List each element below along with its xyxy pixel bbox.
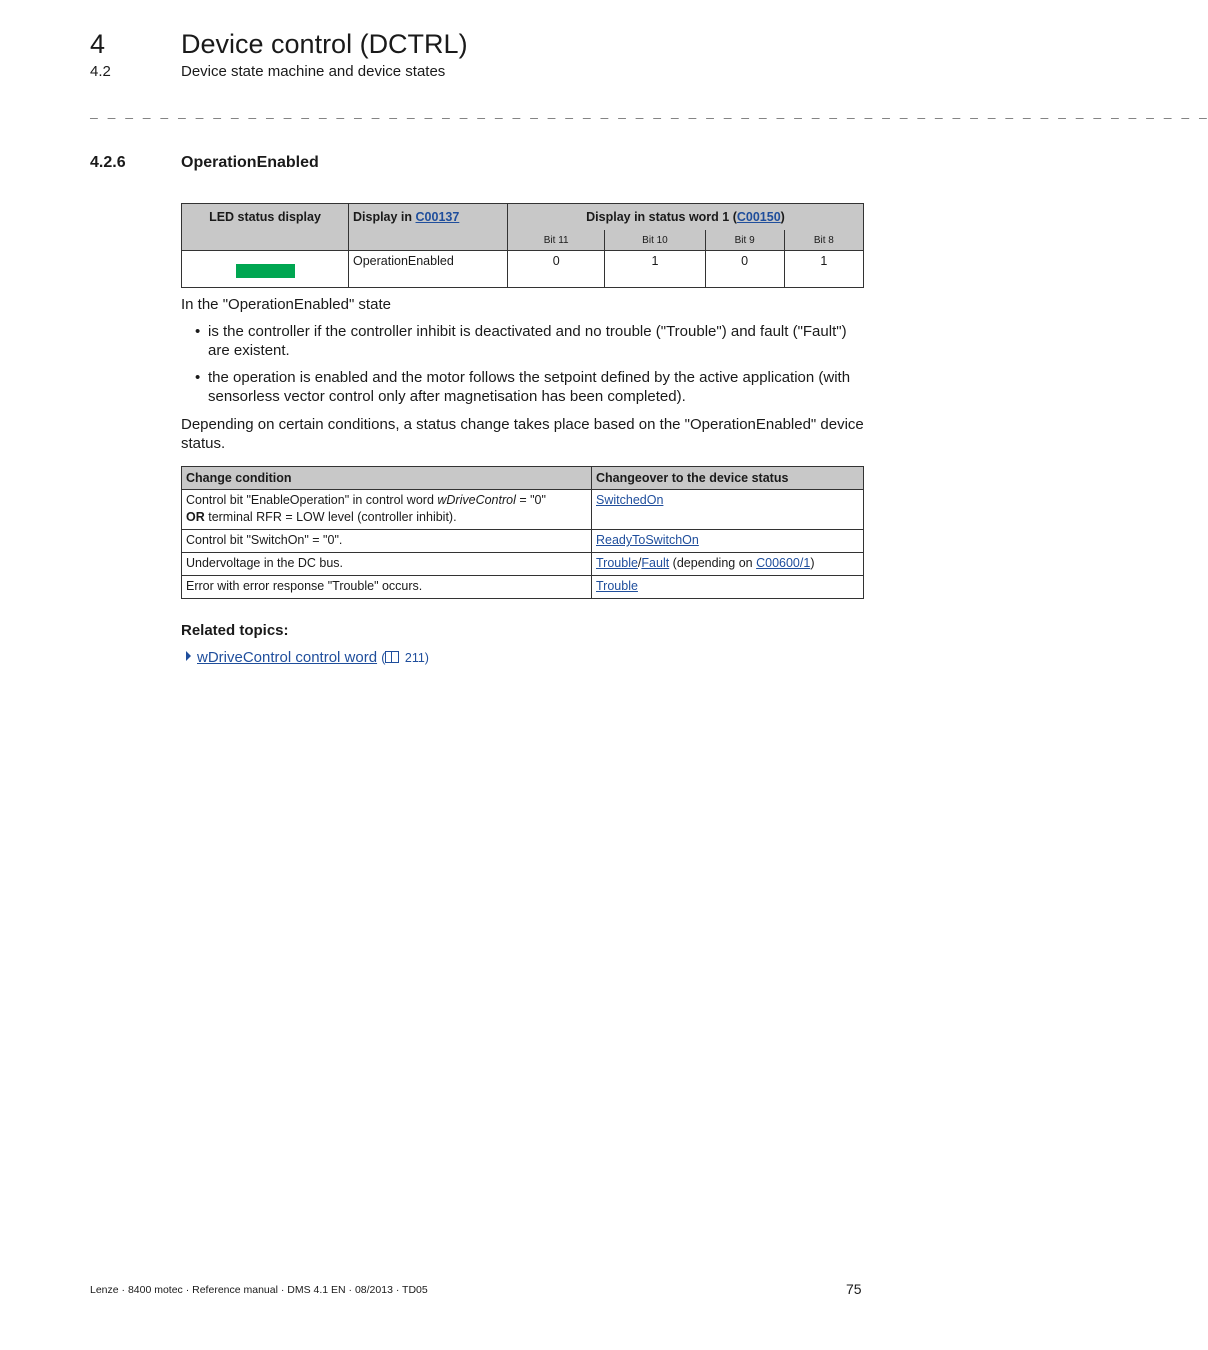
page-number: 75 xyxy=(846,1281,862,1297)
arrow-right-icon xyxy=(186,651,191,661)
header-status-suffix: ) xyxy=(780,210,785,224)
bit-header: Bit 9 xyxy=(705,231,784,251)
condition-text: Control bit "EnableOperation" in control word xyxy=(186,493,438,507)
subsection-title: OperationEnabled xyxy=(181,154,319,171)
led-indicator-green xyxy=(236,264,295,278)
intro-paragraph: In the "OperationEnabled" state xyxy=(181,296,391,313)
header-status-word xyxy=(508,204,864,231)
table-row xyxy=(182,490,864,530)
condition-cell xyxy=(182,490,592,530)
target-cell xyxy=(592,530,864,553)
change-paragraph: Depending on certain conditions, a status change takes place based on the "OperationEnabled" device status. xyxy=(181,416,864,452)
status-table xyxy=(181,203,864,288)
bit-header: Bit 8 xyxy=(784,231,863,251)
bit-value: 1 xyxy=(605,251,705,288)
target-cell xyxy=(592,576,864,599)
related-topics-title: Related topics: xyxy=(181,622,289,639)
page-ref-number: 211) xyxy=(401,651,429,665)
link-c00150[interactable]: C00150 xyxy=(736,210,781,224)
condition-italic: wDriveControl xyxy=(437,493,516,507)
link-trouble[interactable]: Trouble xyxy=(596,556,638,570)
condition-cell: Control bit "SwitchOn" = "0". xyxy=(182,530,592,553)
header-display-prefix: Display in xyxy=(353,210,416,224)
page-ref-open: ( xyxy=(381,651,386,665)
header-divider: _ _ _ _ _ _ _ _ _ _ _ _ _ _ _ _ _ _ _ _ _ _ _ _ _ _ _ _ _ _ _ _ _ _ _ _ _ _ _ _ _ _ _ _ _ _ _ _ _ _ _ _ _ _ _ _ _ _ _ _ _ _ _ _ xyxy=(90,106,1208,121)
link-wdrivecontrol[interactable]: wDriveControl control word xyxy=(197,649,378,666)
book-icon xyxy=(385,651,399,663)
target-cell xyxy=(592,553,864,576)
condition-cell: Error with error response "Trouble" occurs. xyxy=(182,576,592,599)
link-switchedon[interactable]: SwitchedOn xyxy=(596,493,664,507)
bit-header: Bit 10 xyxy=(605,231,705,251)
link-c00137[interactable]: C00137 xyxy=(415,210,460,224)
bullet-dot: • xyxy=(195,323,201,340)
status-table-header-row xyxy=(182,204,864,231)
table-row xyxy=(182,530,864,553)
bit-value: 1 xyxy=(784,251,863,288)
target-separator: / xyxy=(637,556,642,570)
bit-value: 0 xyxy=(705,251,784,288)
change-table xyxy=(181,466,864,599)
footer-text: Lenze · 8400 motec · Reference manual · DMS 4.1 EN · 08/2013 · TD05 xyxy=(90,1284,428,1296)
header-led-status: LED status display xyxy=(182,204,349,251)
bit-value: 0 xyxy=(508,251,605,288)
condition-cell: Undervoltage in the DC bus. xyxy=(182,553,592,576)
chapter-title: Device control (DCTRL) xyxy=(181,29,468,59)
link-fault[interactable]: Fault xyxy=(641,556,670,570)
condition-text: terminal RFR = LOW level (controller inhibit). xyxy=(204,510,457,524)
page-reference[interactable] xyxy=(381,651,429,665)
bullet-text: is the controller if the controller inhibit is deactivated and no trouble ("Trouble") and fault ("Fault") are existent. xyxy=(208,323,847,359)
bit-header: Bit 11 xyxy=(508,231,605,251)
chapter-number: 4 xyxy=(90,29,106,59)
condition-bold: OR xyxy=(186,510,205,524)
subsection-number: 4.2.6 xyxy=(90,154,126,171)
link-readytoswitchon[interactable]: ReadyToSwitchOn xyxy=(596,533,699,547)
bullet-text: the operation is enabled and the motor follows the setpoint defined by the active application (with sensorless vector control only after magnetisation has been completed). xyxy=(208,369,851,405)
change-table-header-row xyxy=(182,467,864,490)
bullet-dot: • xyxy=(195,369,201,386)
table-row xyxy=(182,553,864,576)
section-number: 4.2 xyxy=(90,63,111,80)
header-display-in xyxy=(349,204,508,251)
target-text: (depending on xyxy=(669,556,757,570)
link-c00600-1[interactable]: C00600/1 xyxy=(756,556,811,570)
condition-text: = "0" xyxy=(515,493,546,507)
target-cell xyxy=(592,490,864,530)
header-changeover-status: Changeover to the device status xyxy=(592,467,864,490)
header-change-condition: Change condition xyxy=(182,467,592,490)
header-status-prefix: Display in status word 1 ( xyxy=(586,210,737,224)
link-trouble[interactable]: Trouble xyxy=(596,579,638,593)
table-row xyxy=(182,576,864,599)
display-value: OperationEnabled xyxy=(349,251,508,288)
related-topic-item[interactable] xyxy=(186,649,429,666)
target-text: ) xyxy=(810,556,815,570)
led-cell xyxy=(182,251,349,288)
section-title: Device state machine and device states xyxy=(181,63,446,80)
table-row xyxy=(182,251,864,288)
